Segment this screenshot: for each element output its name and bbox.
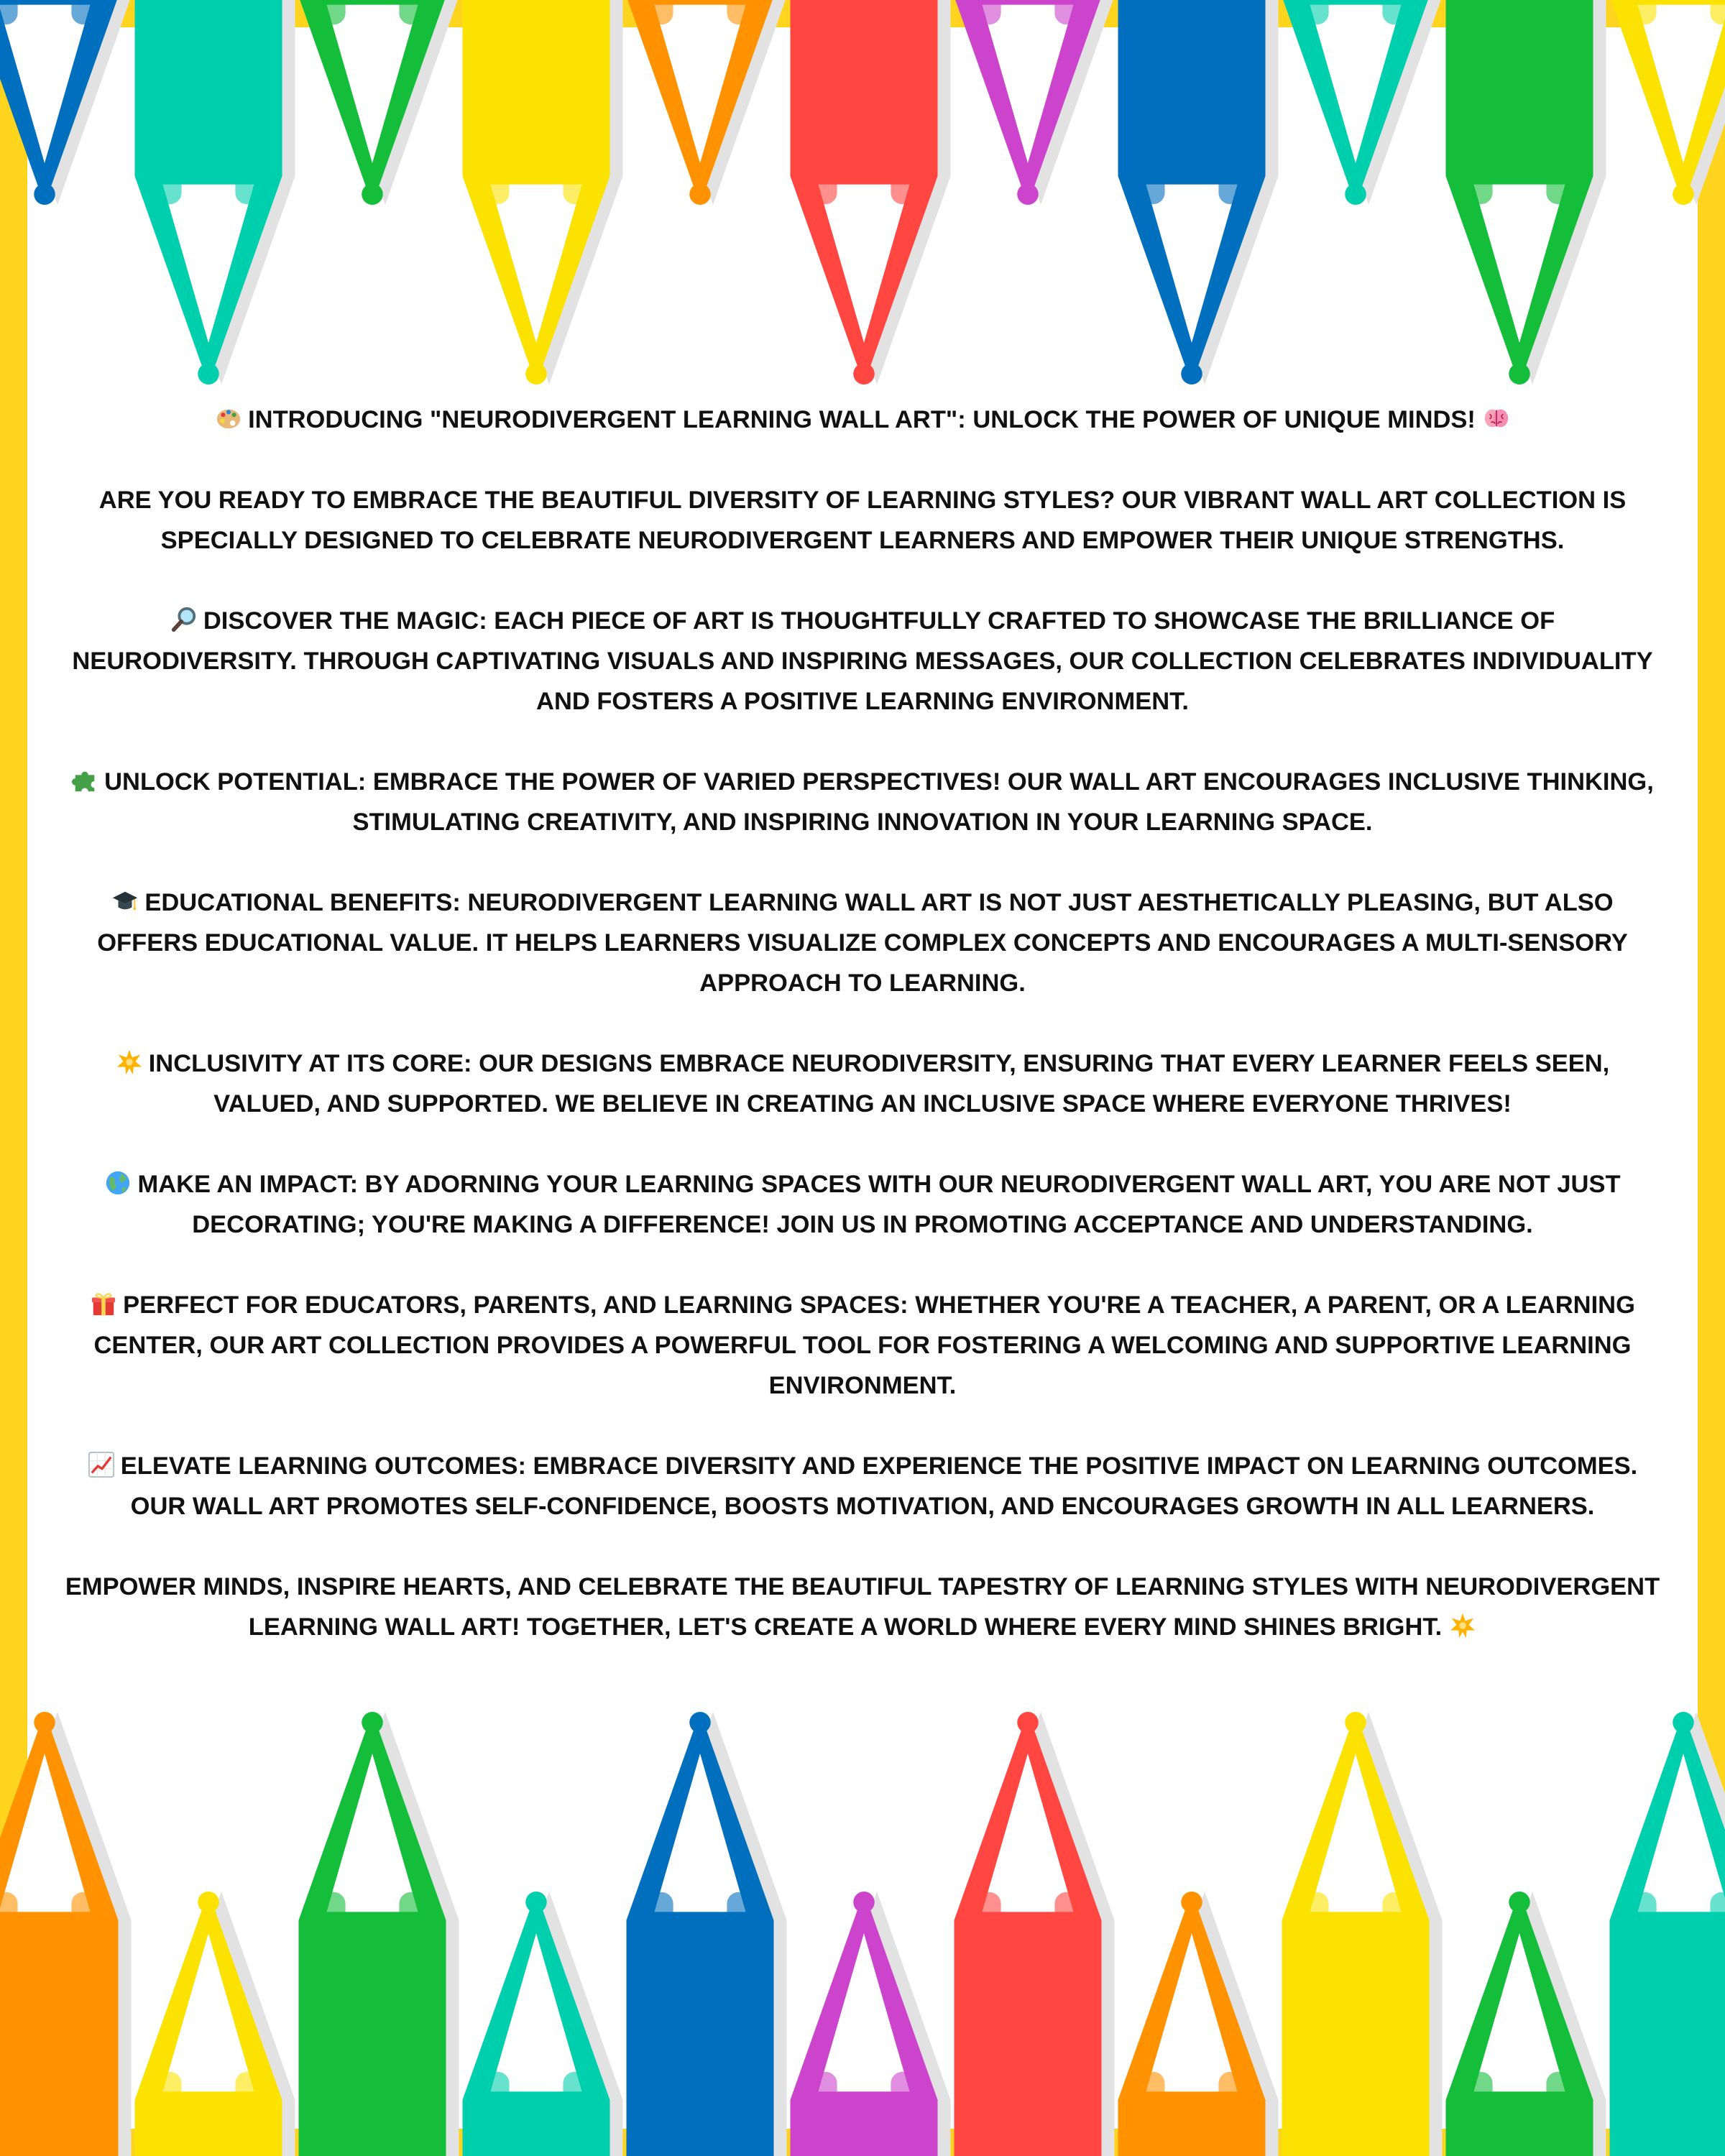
pencil-red <box>954 1712 1115 2156</box>
unlock-text: UNLOCK POTENTIAL: EMBRACE THE POWER OF VARIED PERSPECTIVES! OUR WALL ART ENCOURAGES INCLUSIVE THINKING, STIMULATING CREATIVITY, AND INSPIRING INNOVATION IN YOUR LEARNING SPACE. <box>104 768 1654 836</box>
pencil-orange <box>627 0 787 205</box>
description-text <box>63 400 1662 1687</box>
globe-icon <box>104 1169 132 1197</box>
inclusivity-text: INCLUSIVITY AT ITS CORE: OUR DESIGNS EMBRACE NEURODIVERSITY, ENSURING THAT EVERY LEARNER FEELS SEEN, VALUED, AND SUPPORTED. WE BELIEVE IN CREATING AN INCLUSIVE SPACE WHERE EVERYONE THRIVES! <box>148 1050 1610 1118</box>
top-pencil-border <box>0 0 1725 388</box>
pencil-green <box>299 1712 459 2156</box>
pencil-green <box>1446 0 1606 384</box>
pencil-green <box>299 0 459 205</box>
pencil-green <box>1446 1892 1606 2156</box>
star-icon <box>1449 1612 1476 1639</box>
pencil-magenta <box>791 1892 951 2156</box>
pencil-blue <box>0 0 132 205</box>
pencil-teal <box>1610 1712 1725 2156</box>
perfect-text: PERFECT FOR EDUCATORS, PARENTS, AND LEARNING SPACES: WHETHER YOU'RE A TEACHER, A PARENT, OR A LEARNING CENTER, OUR ART COLLECTION PROVIDES A POWERFUL TOOL FOR FOSTERING A WELCOMING AND SUPPORTIVE LEARNING ENVIRONMENT. <box>93 1291 1635 1399</box>
palette-icon <box>215 405 242 432</box>
intro-text: INTRODUCING "NEURODIVERGENT LEARNING WALL ART": UNLOCK THE POWER OF UNIQUE MINDS! <box>248 406 1476 433</box>
pencil-yellow <box>135 1892 295 2156</box>
intro-paragraph <box>63 400 1662 440</box>
unlock-paragraph <box>63 762 1662 842</box>
graduation-cap-icon <box>111 888 139 915</box>
pencil-orange <box>0 1712 132 2156</box>
pencil-orange <box>1118 1892 1279 2156</box>
pencil-blue <box>1118 0 1279 384</box>
pencil-yellow <box>463 0 623 384</box>
inclusivity-paragraph <box>63 1044 1662 1124</box>
gift-icon <box>90 1290 117 1317</box>
discover-text: DISCOVER THE MAGIC: EACH PIECE OF ART IS THOUGHTFULLY CRAFTED TO SHOWCASE THE BRILLIANCE OF NEURODIVERSITY. THROUGH CAPTIVATING VISUALS AND INSPIRING MESSAGES, OUR COLLECTION CELEBRATES INDIVIDUALITY AND FOSTERS A POSITIVE LEARNING ENVIRONMENT. <box>72 607 1653 715</box>
pencil-yellow <box>1610 0 1725 205</box>
pencil-blue <box>627 1712 787 2156</box>
elevate-paragraph <box>63 1446 1662 1526</box>
pencil-teal <box>1282 0 1443 205</box>
chart-up-icon <box>88 1451 115 1478</box>
closing-paragraph <box>63 1567 1662 1647</box>
perfect-paragraph <box>63 1285 1662 1406</box>
puzzle-icon <box>71 767 98 794</box>
star-icon <box>116 1049 143 1076</box>
impact-paragraph <box>63 1164 1662 1245</box>
pencil-teal <box>463 1892 623 2156</box>
pencil-red <box>791 0 951 384</box>
discover-paragraph <box>63 601 1662 722</box>
elevate-text: ELEVATE LEARNING OUTCOMES: EMBRACE DIVERSITY AND EXPERIENCE THE POSITIVE IMPACT ON LEARNING OUTCOMES. OUR WALL ART PROMOTES SELF-CONFIDENCE, BOOSTS MOTIVATION, AND ENCOURAGES GROWTH IN ALL LEARNERS. <box>120 1452 1638 1520</box>
brain-icon <box>1483 405 1510 432</box>
pencil-teal <box>135 0 295 384</box>
lead-paragraph: ARE YOU READY TO EMBRACE THE BEAUTIFUL DIVERSITY OF LEARNING STYLES? OUR VIBRANT WALL ART COLLECTION IS SPECIALLY DESIGNED TO CELEBRATE NEURODIVERGENT LEARNERS AND EMPOWER THEIR UNIQUE STRENGTHS. <box>98 487 1627 554</box>
closing-text: EMPOWER MINDS, INSPIRE HEARTS, AND CELEBRATE THE BEAUTIFUL TAPESTRY OF LEARNING STYLES WITH NEURODIVERGENT LEARNING WALL ART! TOGETHER, LET'S CREATE A WORLD WHERE EVERY MIND SHINES BRIGHT. <box>65 1573 1660 1641</box>
pencil-magenta <box>954 0 1115 205</box>
impact-text: MAKE AN IMPACT: BY ADORNING YOUR LEARNING SPACES WITH OUR NEURODIVERGENT WALL ART, YOU ARE NOT JUST DECORATING; YOU'RE MAKING A DIFFERENCE! JOIN US IN PROMOTING ACCEPTANCE AND UNDERSTANDING. <box>137 1171 1621 1238</box>
pencil-yellow <box>1282 1712 1443 2156</box>
magnifier-icon <box>170 606 198 633</box>
educational-paragraph <box>63 883 1662 1003</box>
bottom-pencil-border <box>0 1703 1725 2156</box>
educational-text: EDUCATIONAL BENEFITS: NEURODIVERGENT LEARNING WALL ART IS NOT JUST AESTHETICALLY PLEASING, BUT ALSO OFFERS EDUCATIONAL VALUE. IT HELPS LEARNERS VISUALIZE COMPLEX CONCEPTS AND ENCOURAGES A MULTI-SENSORY APPROACH TO LEARNING. <box>97 889 1628 997</box>
